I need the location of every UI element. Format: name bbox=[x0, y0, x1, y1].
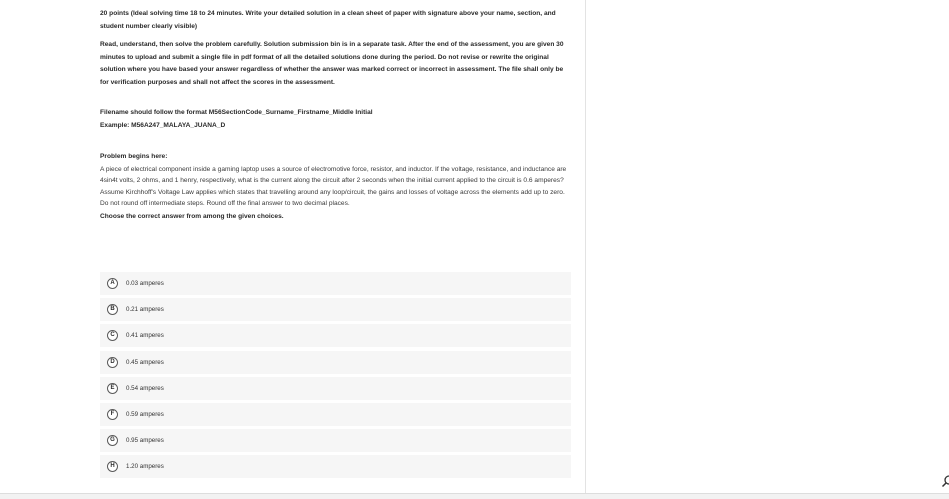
question-body bbox=[100, 8, 570, 223]
points-instructions: 20 points (Ideal solving time 18 to 24 minutes. Write your detailed solution in a clean sheet of paper with signature above your name, section, and student number clearly visible) bbox=[100, 10, 556, 30]
option-label: 1.20 amperes bbox=[126, 463, 164, 471]
option-letter: F bbox=[107, 409, 118, 420]
option-letter: E bbox=[107, 383, 118, 394]
option-letter: G bbox=[107, 435, 118, 446]
option-g[interactable] bbox=[100, 429, 571, 452]
option-letter: C bbox=[107, 330, 118, 341]
bottom-bar bbox=[0, 493, 949, 499]
option-label: 0.59 amperes bbox=[126, 410, 164, 418]
answer-options bbox=[100, 272, 571, 482]
option-letter: H bbox=[107, 461, 118, 472]
option-e[interactable] bbox=[100, 377, 571, 400]
option-a[interactable] bbox=[100, 272, 571, 295]
option-d[interactable] bbox=[100, 351, 571, 374]
submission-instructions: Read, understand, then solve the problem carefully. Solution submission bin is in a separate task. After the end of the assessment, you are given 30 minutes to upload and submit a single file in pdf format of all the detailed solutions done during the period. Do not revise or rewrite the original solution where you have based your answer regardless of whether the answer was marked correct or incorrect in assessment. The file shall only be for verification purposes and shall not affect the scores in the assessment. bbox=[100, 41, 564, 86]
option-c[interactable] bbox=[100, 324, 571, 347]
option-label: 0.95 amperes bbox=[126, 437, 164, 445]
filename-example: Example: M56A247_MALAYA_JUANA_D bbox=[100, 121, 226, 129]
choose-instruction: Choose the correct answer from among the given choices. bbox=[100, 212, 284, 220]
option-label: 0.45 amperes bbox=[126, 358, 164, 366]
search-icon[interactable] bbox=[941, 474, 949, 488]
option-label: 0.54 amperes bbox=[126, 384, 164, 392]
filename-block bbox=[100, 107, 570, 132]
problem-text: A piece of electrical component inside a gaming laptop uses a source of electromotive force, resistor, and inductor. If the voltage, resistance, and inductance are 4sin4t volts, 2 ohms, and 1 henry, respectively, what is the current along the circuit after 2 seconds when the initial current applied to the circuit is 0.6 amperes? Assume Kirchhoff's Voltage Law applies which states that travelling around any loop/circuit, the gains and losses of voltage across the elements add up to zero. Do not round off intermediate steps. Round off the final answer to two decimal places. bbox=[100, 165, 567, 207]
option-label: 0.21 amperes bbox=[126, 306, 164, 314]
option-label: 0.41 amperes bbox=[126, 332, 164, 340]
option-letter: A bbox=[107, 278, 118, 289]
problem-heading: Problem begins here: bbox=[100, 153, 168, 160]
option-h[interactable] bbox=[100, 455, 571, 478]
option-letter: D bbox=[107, 357, 118, 368]
option-b[interactable] bbox=[100, 298, 571, 321]
filename-format: Filename should follow the format M56SectionCode_Surname_Firstname_Middle Initial bbox=[100, 109, 373, 116]
option-letter: B bbox=[107, 304, 118, 315]
option-f[interactable] bbox=[100, 403, 571, 426]
option-label: 0.03 amperes bbox=[126, 280, 164, 287]
